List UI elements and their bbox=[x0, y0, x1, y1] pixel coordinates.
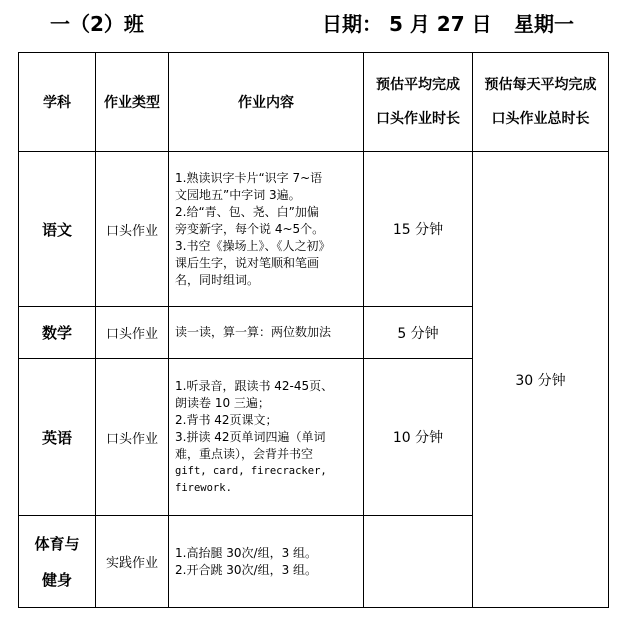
subject-line: 体育与 bbox=[34, 534, 80, 553]
col-header-avg-time bbox=[364, 53, 473, 152]
content-line: 旁变新字，每个说 4~5个。 bbox=[175, 221, 325, 236]
content-line: 2.给“青、包、尧、白”加偏 bbox=[175, 204, 319, 219]
type-cell: 实践作业 bbox=[96, 516, 169, 608]
content-line: 1.熟读识字卡片“识字 7~语 bbox=[175, 170, 323, 185]
content-line: 1.高抬腿 30次/组，3 组。 bbox=[175, 545, 318, 560]
page-header bbox=[0, 6, 618, 40]
content-line: 1.听录音，跟读书 42-45页、 bbox=[175, 378, 334, 393]
content-line: 3.书空《操场上》、《人之初》 bbox=[175, 238, 331, 253]
type-cell: 口头作业 bbox=[96, 152, 169, 307]
total-time-cell: 30 分钟 bbox=[473, 152, 609, 608]
date-label: 日期： 5 月 27 日 bbox=[322, 12, 492, 36]
type-cell: 口头作业 bbox=[96, 307, 169, 359]
duration-cell: 15 分钟 bbox=[364, 152, 473, 307]
content-line: 文园地五”中字词 3遍。 bbox=[175, 187, 301, 202]
content-line: 名，同时组词。 bbox=[175, 272, 260, 287]
col-header-type: 作业类型 bbox=[96, 53, 169, 152]
subject-cell: 英语 bbox=[19, 359, 96, 516]
content-line: 3.拼读 42页单词四遍（单词 bbox=[175, 429, 326, 444]
homework-table bbox=[18, 52, 609, 608]
content-line: 2.背书 42页课文； bbox=[175, 412, 278, 427]
subject-cell: 语文 bbox=[19, 152, 96, 307]
col-header-total-time bbox=[473, 53, 609, 152]
weekday-label: 星期一 bbox=[514, 12, 574, 36]
col-header-subject: 学科 bbox=[19, 53, 96, 152]
content-line: 课后生字，说对笔顺和笔画 bbox=[175, 255, 320, 270]
content-line: 2.开合跳 30次/组，3 组。 bbox=[175, 562, 318, 577]
content-line: 读一读，算一算：两位数加法 bbox=[175, 325, 332, 339]
subject-cell: 数学 bbox=[19, 307, 96, 359]
col-header-content: 作业内容 bbox=[169, 53, 364, 152]
content-cell bbox=[169, 516, 364, 608]
content-line: 难，重点读），会背并书空 bbox=[175, 446, 314, 461]
col-header-total-time-line2: 口头作业总时长 bbox=[491, 111, 590, 127]
table-row bbox=[19, 152, 609, 307]
content-cell bbox=[169, 152, 364, 307]
duration-cell bbox=[364, 516, 473, 608]
content-line: gift, card, firecracker, bbox=[175, 464, 327, 477]
subject-line: 健身 bbox=[41, 570, 72, 589]
col-header-avg-time-line1: 预估平均完成 bbox=[376, 77, 460, 93]
type-cell: 口头作业 bbox=[96, 359, 169, 516]
col-header-total-time-line1: 预估每天平均完成 bbox=[484, 77, 597, 93]
content-line: firework. bbox=[175, 481, 232, 494]
subject-cell bbox=[19, 516, 96, 608]
class-name: 一（2）班 bbox=[50, 12, 144, 36]
content-cell bbox=[169, 359, 364, 516]
duration-cell: 10 分钟 bbox=[364, 359, 473, 516]
content-line: 朗读卷 10 三遍； bbox=[175, 395, 270, 410]
duration-cell: 5 分钟 bbox=[364, 307, 473, 359]
table-header-row bbox=[19, 53, 609, 152]
content-cell bbox=[169, 307, 364, 359]
col-header-avg-time-line2: 口头作业时长 bbox=[376, 111, 460, 127]
